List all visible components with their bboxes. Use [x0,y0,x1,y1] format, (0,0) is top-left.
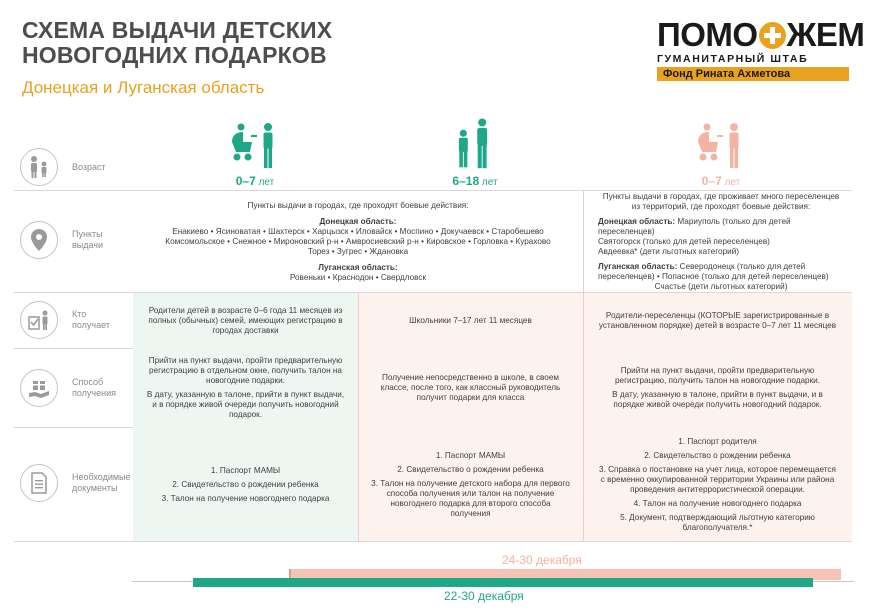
points-donetsk-cities-2: Комсомольское • Снежное • Мироновский р-н • Амвросиевский р-н • Кировское • Горловка • Курахово [165,236,551,246]
age-label-displaced [702,174,740,188]
points-lugansk-cities: Ровеньки • Краснодон • Свердловск [289,272,427,282]
points-displaced-donetsk-2: Святогорск (только для детей переселенцев) [598,236,770,246]
timeline-green-label: 22-30 декабря [444,589,524,603]
method-young-combat-p2: В дату, указанную в талоне, прийти в пункт выдачи, и в порядке живой очереди получить новогодний подарок. [146,390,345,419]
age-label-school [452,174,497,188]
age-header-school [420,118,530,188]
row-label-docs-text [72,472,131,494]
who-school: Школьники 7–17 лет 11 месяцев [409,315,532,325]
points-combat-intro: Пункты выдачи в городах, где проходят боевые действия: [247,200,469,210]
age-value-displaced: 0–7 [701,174,722,188]
age-unit-displaced: лет [721,177,741,188]
row-label-who [14,298,130,342]
logo [657,16,865,81]
points-displaced-lugansk-2: переселенцев) • Попасное (только для детей переселенцев) [598,271,829,281]
column-divider [358,293,359,541]
points-displaced-donetsk-head: Донецкая область: [598,216,676,226]
doc-item: 3. Талон на получение детского набора для первого способа получения или талон на получение новогоднего подарка для второго способа получения [371,478,570,518]
points-donetsk-cities-1: Енакиево • Ясиноватая • Шахтерск • Харцызск • Иловайск • Моспино • Докучаевск • Старобешево [172,226,544,236]
row-label-docs [14,461,130,505]
logo-subtitle: ГУМАНИТАРНЫЙ ШТАБ [657,53,809,65]
timeline-green-bar [193,578,813,587]
points-combat-cell [133,191,583,292]
column-divider [583,191,584,541]
row-label-points-line2: выдачи [72,240,104,250]
docs-displaced [588,428,847,541]
points-donetsk-block [141,217,575,257]
docs-young-combat [138,428,353,541]
row-separator [14,541,852,542]
row-label-who-line1: Кто [72,309,87,319]
row-label-age [14,145,130,189]
method-young-combat-p1: Прийти на пункт выдачи, пройти предварительную регистрацию в отдельном окне, получить талон на новогодние подарки. [148,356,343,385]
doc-item: 3. Справка о постановке на учет лица, которое перемещается с временно оккупированной территории Украины или района проведения антитеррористической операции. [599,464,836,494]
title-line-1: СХЕМА ВЫДАЧИ ДЕТСКИХ [22,17,333,43]
points-lugansk-block [141,263,575,283]
doc-item: 1. Паспорт МАМЫ [210,465,281,475]
page-subtitle: Донецкая и Луганская область [22,78,265,97]
points-displaced-lugansk-head: Луганская область: [598,261,678,271]
points-donetsk-cities-3: Торез • Зугрес • Ждановка [307,246,409,256]
age-header-displaced [666,118,776,188]
doc-item: 4. Талон на получение новогоднего подарка [633,498,802,508]
logo-main-left: ПОМО [657,16,758,53]
who-young-combat: Родители детей в возрасте 0–6 года 11 месяцев из полных (обычных) семей, имеющих регистрацию в городах доставки [148,305,343,335]
timeline-pink-label: 24-30 декабря [502,553,582,567]
logo-fund: Фонд Рината Ахметова [657,67,849,81]
map-pin-icon [20,221,58,259]
logo-main [657,16,865,53]
points-displaced-intro-2: из территорий, где проходят боевые действия: [631,201,811,211]
doc-item: 2. Свидетельство о рождении ребенка [172,479,319,489]
age-label-young-combat [236,174,274,188]
logo-main-right: ЖЕМ [786,16,865,53]
row-label-method-text [72,377,116,399]
doc-item: 2. Свидетельство о рождении ребенка [644,450,791,460]
doc-item: 5. Документ, подтверждающий льготную категорию благополучателя.* [620,512,815,532]
title-line-2: НОВОГОДНИХ ПОДАРКОВ [22,42,327,68]
age-unit-young-combat: лет [255,177,275,188]
doc-item: 2. Свидетельство о рождении ребенка [397,464,544,474]
checklist-person-icon [20,301,58,339]
points-displaced-lugansk [598,262,844,292]
row-label-who-line2: получает [72,320,110,330]
age-value-young-combat: 0–7 [235,174,256,188]
docs-school [363,428,578,541]
doc-item: 1. Паспорт родителя [678,436,757,446]
page-title [22,18,332,68]
row-label-method [14,366,130,410]
points-displaced-lugansk-3: Счастье (дети льготных категорий) [654,281,788,291]
row-label-points-text [72,229,103,251]
children-icon [451,118,499,170]
age-unit-school: лет [479,177,498,188]
stroller-parent-icon-pink [696,122,746,170]
row-label-docs-line1: Необходимые [72,472,131,482]
age-value-school: 6–18 [452,174,480,188]
family-icon [20,148,58,186]
method-young-combat [138,349,353,427]
row-label-method-line1: Способ [72,377,104,387]
document-icon [20,464,58,502]
stroller-parent-icon [230,122,280,170]
row-label-docs-line2: документы [72,483,118,493]
method-displaced-p1: Прийти на пункт выдачи, пройти предварительную регистрацию, получить талон на новогодние подарки. [614,366,821,385]
row-label-age-text: Возраст [72,161,106,172]
points-displaced-donetsk [598,217,844,257]
age-header-young-combat [200,118,310,188]
row-label-points-line1: Пункты [72,229,103,239]
points-displaced-intro [598,192,844,212]
row-label-method-line2: получения [72,388,116,398]
doc-item: 3. Талон на получение новогоднего подарка [161,493,330,503]
method-school: Получение непосредственно в школе, в своем классе, после того, как классный руководитель получит подарки для класса [380,373,561,402]
points-displaced-cell [590,191,852,292]
doc-item: 1. Паспорт МАМЫ [435,450,506,460]
points-lugansk-head: Луганская область: [318,262,398,272]
who-displaced: Родители-переселенцы (КОТОРЫЕ зарегистрированные в установленном порядке) детей в возрасте 0–7 лет 11 месяцев [598,310,837,330]
gift-hand-icon [20,369,58,407]
row-label-who-text [72,309,110,331]
cross-icon [759,22,786,49]
points-displaced-donetsk-1: Мариуполь (только для детей переселенцев) [598,216,791,236]
timeline [0,550,869,614]
points-displaced-lugansk-1: Северодонецк (только для детей [677,261,806,271]
method-displaced-p2: В дату, указанную в талоне, прийти в пункт выдачи, и в порядке живой очереди получить новогодний подарок. [612,390,823,409]
points-displaced-intro-1: Пункты выдачи в городах, где проживает много переселенцев [602,191,840,201]
method-displaced [588,349,847,427]
row-label-points [14,218,130,262]
points-displaced-donetsk-3: Авдеевка* (дети льготных категорий) [598,246,739,256]
points-donetsk-head: Донецкая область: [319,216,397,226]
